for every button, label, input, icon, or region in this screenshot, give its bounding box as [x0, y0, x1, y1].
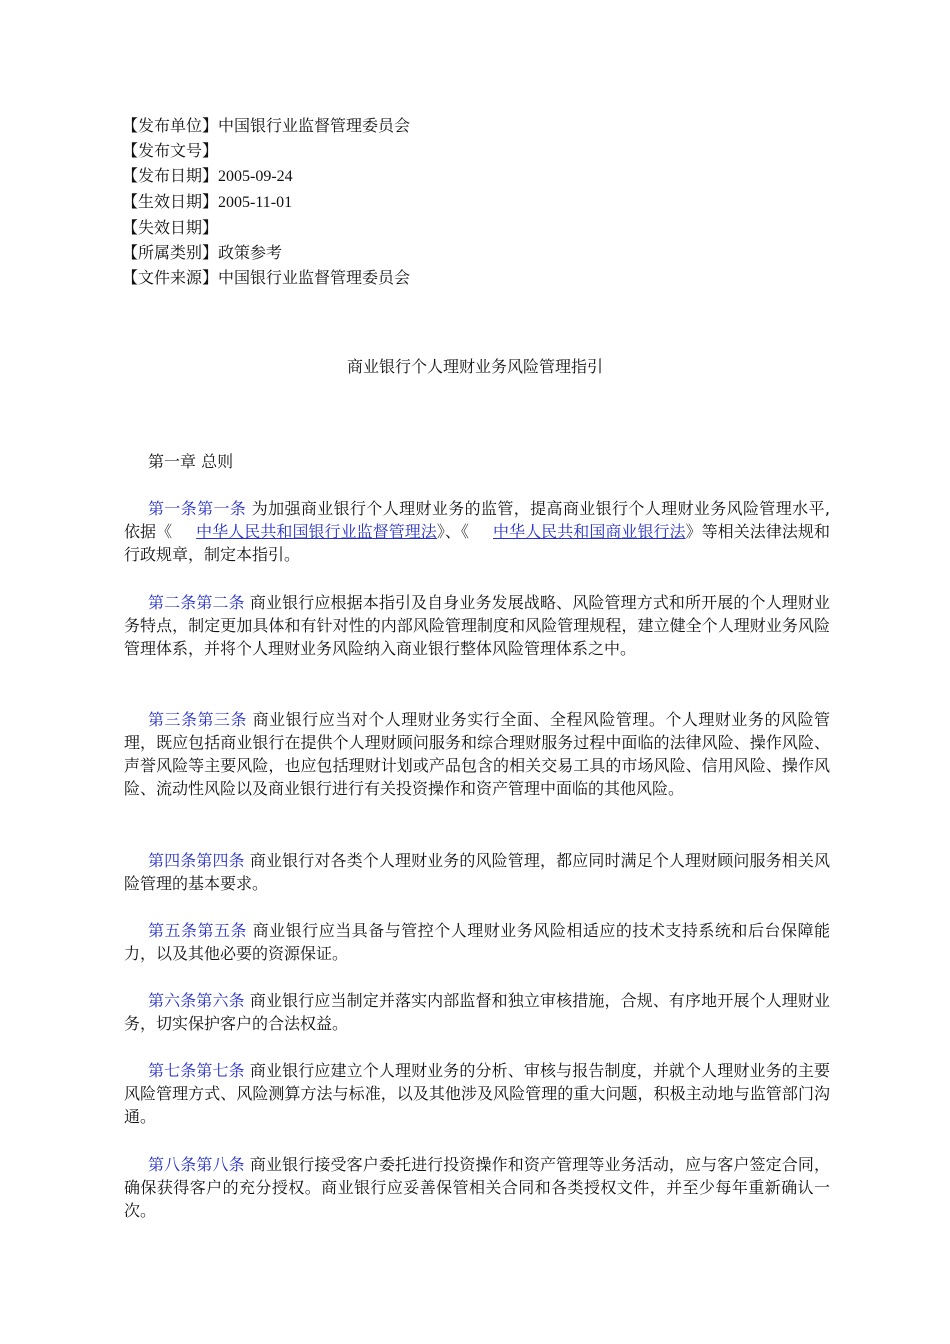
article-6 [124, 989, 830, 1035]
meta-value: 政策参考 [218, 243, 283, 262]
article-text: 商业银行应当具备与管控个人理财业务风险相适应的技术支持系统和后台保障能力，以及其他必要的资源保证。 [124, 921, 830, 963]
article-text: 商业银行应建立个人理财业务的分析、审核与报告制度，并就个人理财业务的主要风险管理方式、风险测算方法与标准，以及其他涉及风险管理的重大问题，积极主动地与监管部门沟通。 [124, 1061, 830, 1126]
meta-label: 【失效日期】 [122, 218, 219, 237]
law-link-commercial-bank[interactable]: 中华人民共和国商业银行法 [493, 522, 686, 541]
article-text: 商业银行应根据本指引及自身业务发展战略、风险管理方式和所开展的个人理财业务特点，制定更加具体和有针对性的内部风险管理制度和风险管理规程，建立健全个人理财业务风险管理体系，并将个人理财业务风险纳入商业银行整体风险管理体系之中。 [124, 593, 830, 658]
article-number[interactable]: 第七条第七条 [148, 1061, 245, 1080]
article-text: 》等相关法律法规和行政规章，制定本指引。 [124, 522, 830, 564]
law-link-banking-supervision[interactable]: 中华人民共和国银行业监督管理法 [196, 522, 437, 541]
meta-label: 【所属类别】 [122, 243, 219, 262]
document-metadata [122, 113, 410, 290]
article-number[interactable]: 第三条第三条 [148, 710, 248, 729]
article-number[interactable]: 第六条第六条 [148, 991, 245, 1010]
article-4 [124, 849, 830, 895]
article-text: 商业银行接受客户委托进行投资操作和资产管理等业务活动，应与客户签定合同，确保获得客户的充分授权。商业银行应妥善保管相关合同和各类授权文件，并至少每年重新确认一次。 [124, 1155, 830, 1220]
article-text: 商业银行应当制定并落实内部监督和独立审核措施，合规、有序地开展个人理财业务，切实保护客户的合法权益。 [124, 991, 830, 1033]
meta-publish-date [122, 163, 410, 189]
document-title: 商业银行个人理财业务风险管理指引 [346, 357, 603, 376]
meta-source [122, 265, 410, 290]
meta-value: 中国银行业监督管理委员会 [218, 268, 411, 287]
meta-label: 【发布文号】 [122, 141, 219, 160]
article-3 [124, 708, 830, 800]
article-text: 商业银行对各类个人理财业务的风险管理，都应同时满足个人理财顾问服务相关风险管理的基本要求。 [124, 851, 830, 893]
meta-expiry-date [122, 215, 410, 240]
article-number[interactable]: 第五条第五条 [148, 921, 248, 940]
meta-category [122, 240, 410, 265]
article-text: 》、《 [436, 522, 469, 541]
meta-effective-date [122, 189, 410, 215]
article-number[interactable]: 第二条第二条 [148, 593, 245, 612]
article-number[interactable]: 第八条第八条 [148, 1155, 245, 1174]
article-8 [124, 1153, 830, 1222]
article-2 [124, 591, 830, 660]
meta-value: 2005-11-01 [218, 194, 293, 211]
article-text: 为加强商业银行个人理财业务的监管，提高商业银行个人理财业务风险管理水平,依据《 [124, 499, 830, 541]
meta-label: 【生效日期】 [122, 192, 219, 211]
meta-value: 中国银行业监督管理委员会 [218, 116, 411, 135]
article-1 [124, 497, 830, 566]
meta-value: 2005-09-24 [218, 168, 293, 185]
article-number[interactable]: 第一条第一条 [148, 499, 247, 518]
meta-label: 【发布日期】 [122, 166, 219, 185]
article-5 [124, 919, 830, 965]
article-7 [124, 1059, 830, 1128]
meta-doc-number [122, 138, 410, 163]
chapter-heading: 第一章 总则 [148, 452, 234, 471]
meta-publisher [122, 113, 410, 138]
article-text: 商业银行应当对个人理财业务实行全面、全程风险管理。个人理财业务的风险管理，既应包括商业银行在提供个人理财顾问服务和综合理财服务过程中面临的法律风险、操作风险、声誉风险等主要风险，也应包括理财计划或产品包含的相关交易工具的市场风险、信用风险、操作风险、流动性风险以及商业银行进行有关投资操作和资产管理中面临的其他风险。 [124, 710, 830, 798]
meta-label: 【文件来源】 [122, 268, 219, 287]
article-number[interactable]: 第四条第四条 [148, 851, 245, 870]
meta-label: 【发布单位】 [122, 116, 219, 135]
